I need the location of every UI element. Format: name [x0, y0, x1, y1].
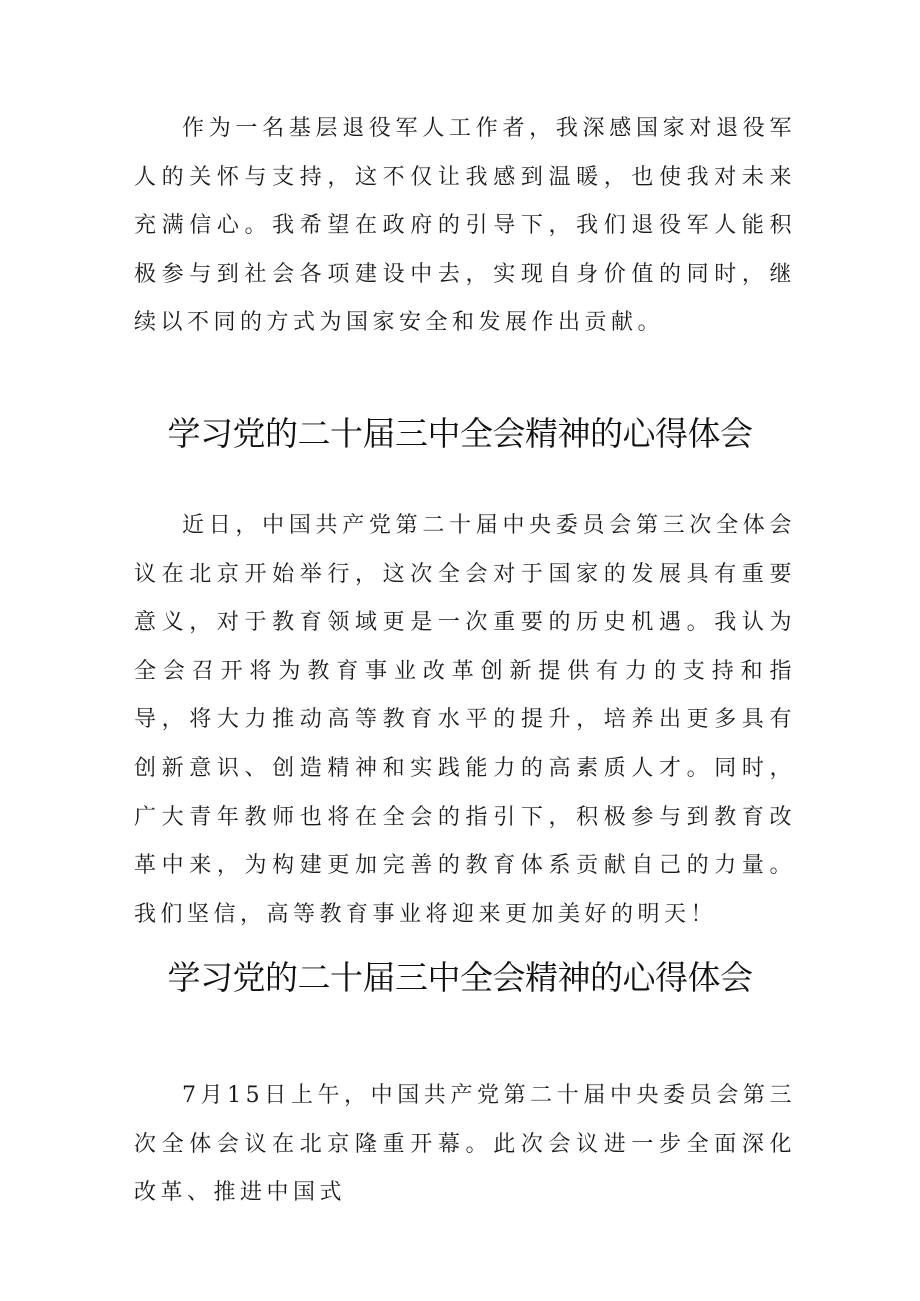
body-paragraph-veteran-reflection: 作为一名基层退役军人工作者，我深感国家对退役军人的关怀与支持，这不仅让我感到温暖，也使我对未来充满信心。我希望在政府的引导下，我们退役军人能积极参与到社会各项建设中去，实现自身价值的同时，继续以不同的方式为国家安全和发展作出贡献。: [134, 116, 796, 336]
section-heading: 学习党的二十届三中全会精神的心得体会: [167, 414, 753, 453]
body-paragraph-plenum-opening: 7月15日上午，中国共产党第二十届中央委员会第三次全体会议在北京隆重开幕。此次会议进一步全面深化改革、推进中国式: [134, 1083, 796, 1206]
body-paragraph-education-reflection: 近日，中国共产党第二十届中央委员会第三次全体会议在北京开始举行，这次全会对于国家的发展具有重要意义，对于教育领域更是一次重要的历史机遇。我认为全会召开将为教育事业改革创新提供有力的支持和指导，将大力推动高等教育水平的提升，培养出更多具有创新意识、创造精神和实践能力的高素质人才。同时，广大青年教师也将在全会的指引下，积极参与到教育改革中来，为构建更加完善的教育体系贡献自己的力量。我们坚信，高等教育事业将迎来更加美好的明天！: [134, 513, 796, 927]
section-heading: 学习党的二十届三中全会精神的心得体会: [167, 958, 753, 997]
